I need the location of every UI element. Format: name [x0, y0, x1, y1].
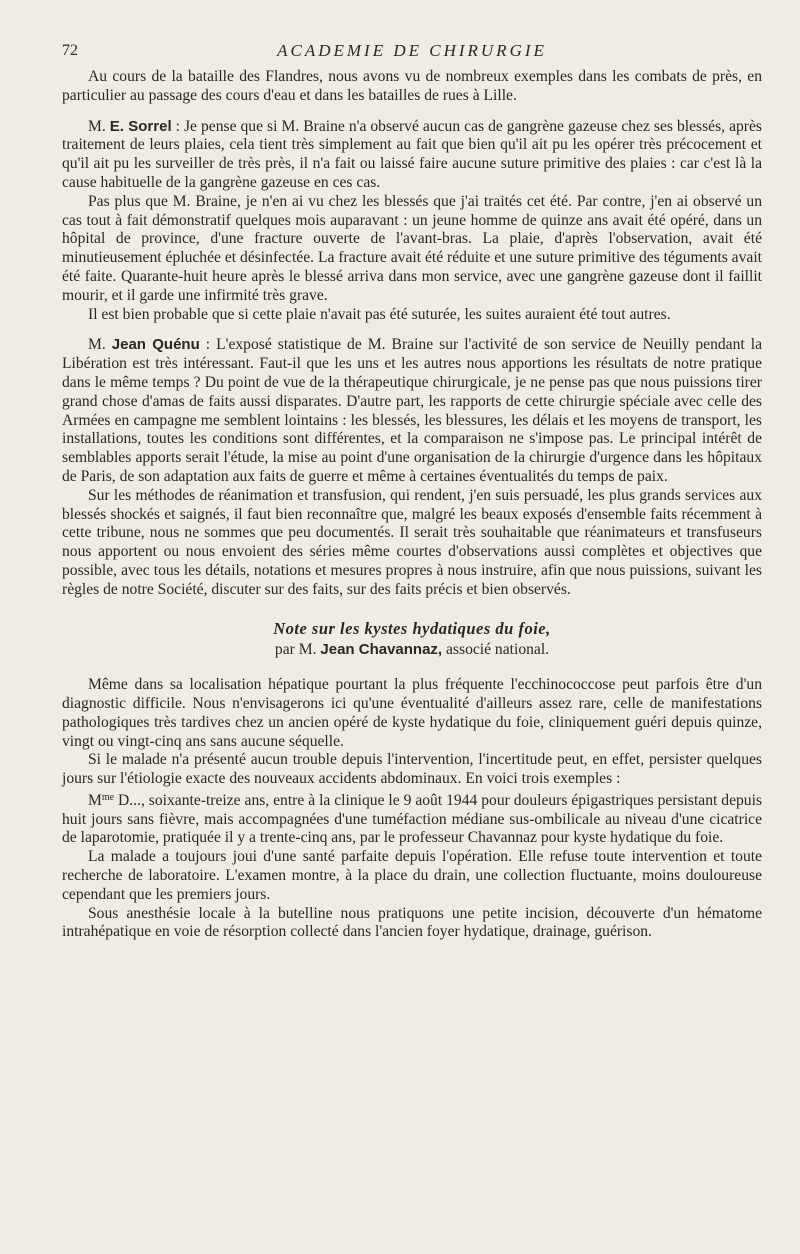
article-byline: [62, 641, 762, 660]
article-author: Jean Chavannaz,: [320, 641, 443, 659]
paragraph-quenu-intervention: [62, 336, 762, 486]
paragraph-case-report: [62, 789, 762, 848]
speaker-sorrel: E. Sorrel: [109, 117, 172, 135]
paragraph-flandres: Au cours de la bataille des Flandres, nous avons vu de nombreux exemples dans les combats de près, en particulier au passage des cours d'eau et dans les batailles de rues à Lille.: [62, 68, 762, 104]
speaker-quenu: Jean Quénu: [111, 336, 200, 354]
speaker-prefix: M.: [88, 117, 110, 135]
paragraph-case-exam: La malade a toujours joui d'une santé parfaite depuis l'opération. Elle refuse toute intervention et toute recherche de laboratoire. L'examen montre, à la place du drain, une collection fluctuante, moins douloureuse cependant que les premiers jours.: [62, 848, 762, 903]
case-prefix: M: [88, 791, 102, 809]
case-superscript: me: [101, 791, 115, 803]
running-head: [62, 38, 762, 68]
paragraph-sorrel-case: Pas plus que M. Braine, je n'en ai vu chez les blessés que j'ai traités cet été. Par contre, j'en ai observé un cas tout à fait démonstratif quelques mois auparavant : un jeune homme de quinze ans avait été opéré, dans un hôpital de province, d'une fracture ouverte de l'avant-bras. La plaie, d'après l'observation, avait été minutieusement épluchée et désinfectée. La fracture avait été réduite et une suture primitive des téguments avait été faite. Quarante-huit heure après le blessé arriva dans mon service, avec une gangrène gazeuse dont il faillit mourir, et il garde une infirmité très grave.: [62, 192, 762, 304]
paragraph-sorrel-intervention: [62, 118, 762, 193]
speaker-prefix: M.: [88, 336, 112, 354]
case-text: D..., soixante-treize ans, entre à la clinique le 9 août 1944 pour douleurs épigastriques persistant depuis huit jours sans fièvre, mais accompagnées d'une tuméfaction médiane sus-ombilicale au niveau d'une cicatrice de laparotomie, pratiquée il y a trente-cinq ans, par le professeur Chavannaz pour kyste hydatique du foie.: [62, 791, 762, 847]
byline-prefix: par M.: [274, 641, 321, 659]
paragraph-article-intro: Même dans sa localisation hépatique pourtant la plus fréquente l'ecchinococcose peut parfois être d'un diagnostic difficile. Nous n'envisagerons ici qu'une éventualité d'ailleurs assez rare, celle de manifestations pathologiques très tardives chez un ancien opéré de kyste hydatique du foie, cliniquement guéri depuis quinze, vingt ou vingt-cinq ans sans aucune séquelle.: [62, 676, 762, 750]
paragraph-quenu-transfusion: Sur les méthodes de réanimation et transfusion, qui rendent, j'en suis persuadé, les plus grands services aux blessés shockés et saignés, il faut bien reconnaître que, malgré les beaux exposés d'ensemble faits récemment à cette tribune, nous ne sommes que peu documentés. Il serait très souhaitable que réanimateurs et transfuseurs nous apportent ou nous envoient des séries même courtes d'observations aussi complètes et objectives que possible, avec tous les détails, notations et mesures propres à nous instruire, afin que nous puissions, suivant les règles de notre Société, discuter sur des faits, sur des faits précis et bien observés.: [62, 486, 762, 598]
quenu-text: : L'exposé statistique de M. Braine sur l'activité de son service de Neuilly pendant la Libération est très intéressant. Faut-il que les uns et les autres nous apportions les résultats de notre pratique dans le même temps ? Du point de vue de la thérapeutique chirurgicale, je ne pense pas que nous puissions tirer grand chose d'amas de faits aussi disparates. D'autre part, les rapports de cette chirurgie spéciale avec celle des Armées en campagne me semblent lointains : les blessés, les blessures, les délais et les moyens de transport, les installations, toutes les conditions sont différentes, et la comparaison ne s'impose pas. Le principal intérêt de semblables apports serait l'étude, la mise au point d'une organisation de la chirurgie d'urgence dans les hôpitaux de Paris, de son adaptation aux faits de guerre et même à certaines éventualités du temps de paix.: [62, 336, 762, 485]
paragraph-sorrel-conclusion: Il est bien probable que si cette plaie n'avait pas été suturée, les suites auraient été tout autres.: [88, 305, 671, 323]
byline-suffix: associé national.: [442, 641, 550, 659]
paragraph-case-treatment: Sous anesthésie locale à la butelline nous pratiquons une petite incision, découverte d'un hématome intrahépatique en voie de résorption collecté dans l'ancien foyer hydatique, drainage, guérison.: [62, 904, 762, 941]
paragraph-article-examples: Si le malade n'a présenté aucun trouble depuis l'intervention, l'incertitude peut, en effet, persister quelques jours sur l'étiologie exacte des nouveaux accidents abdominaux. En voici trois exemples :: [62, 751, 762, 788]
sorrel-text: : Je pense que si M. Braine n'a observé aucun cas de gangrène gazeuse chez ses blessés, après traitement de leurs plaies, cela tient très simplement au fait que bien qu'il ait pu les opérer très précocement et qu'il ait pu les surveiller de très près, il n'a fait ou laissé faire aucune suture primitive des plaies : car c'est là la cause habituelle de la gangrène gazeuse en ces cas.: [62, 117, 762, 191]
page-number: 72: [62, 42, 78, 59]
document-body: [62, 68, 762, 942]
article-title: Note sur les kystes hydatiques du foie,: [273, 618, 551, 638]
running-title: ACADEMIE DE CHIRURGIE: [277, 41, 547, 60]
